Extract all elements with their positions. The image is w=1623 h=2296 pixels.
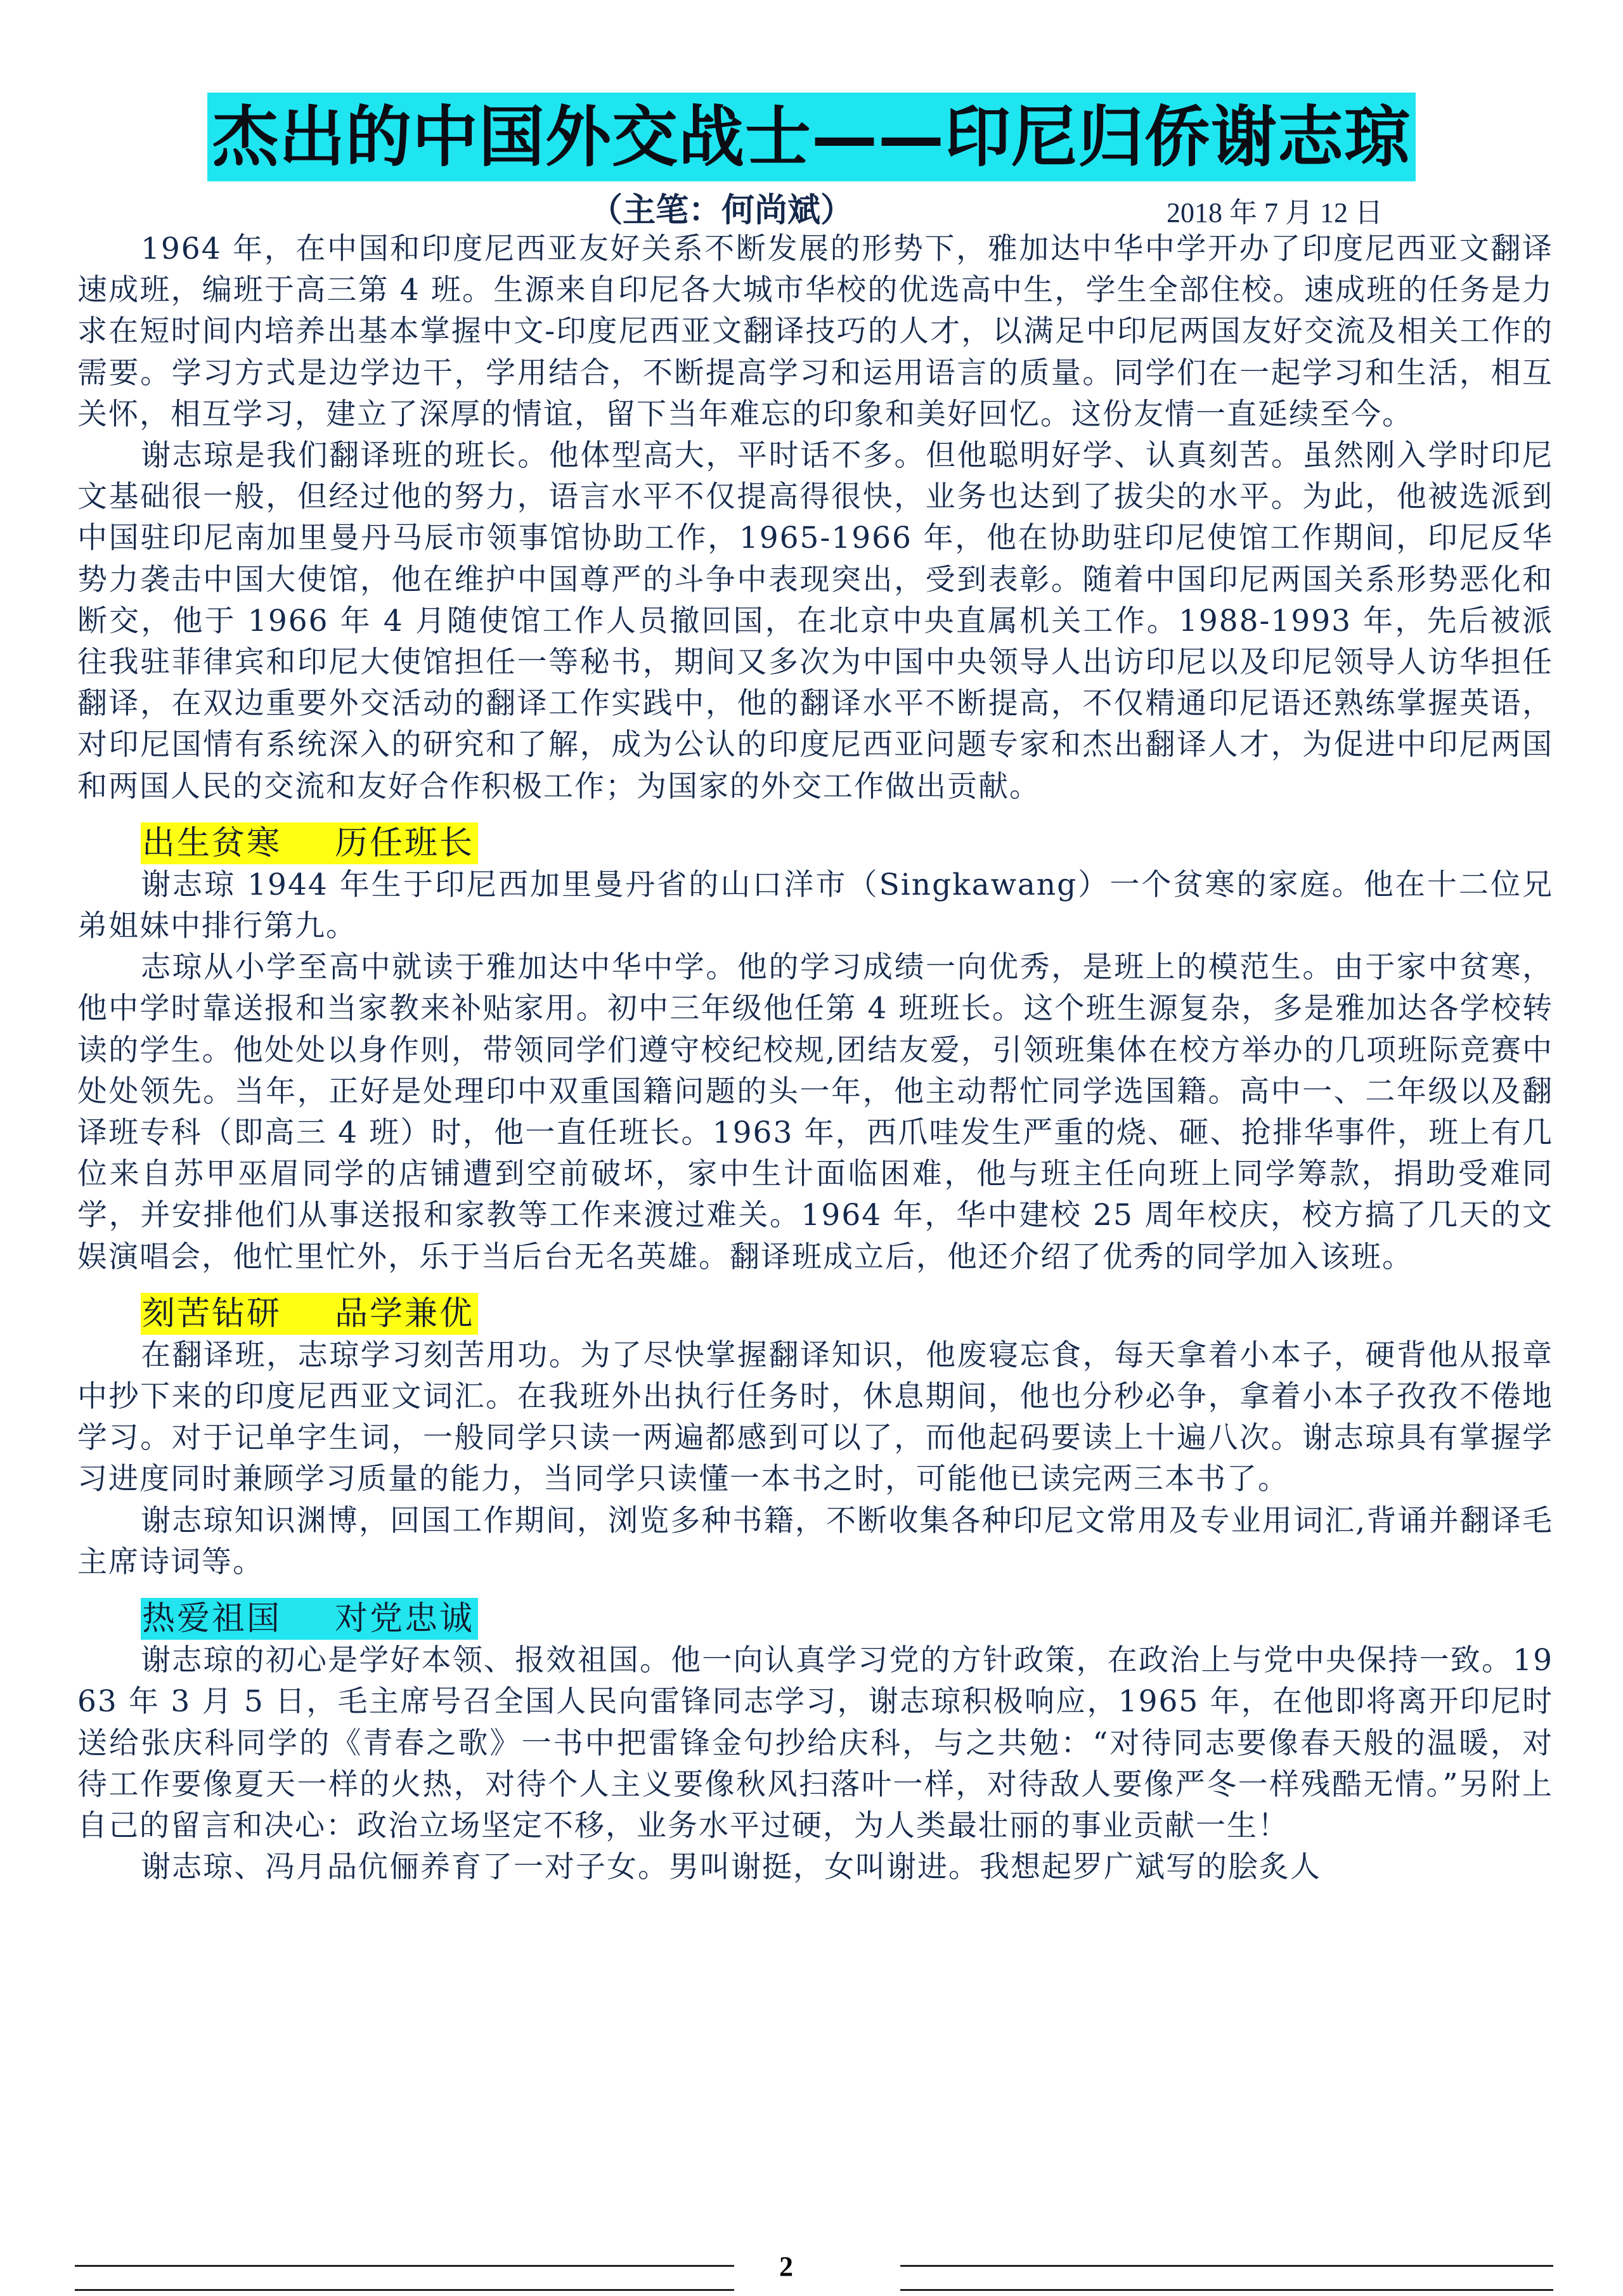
section-heading xyxy=(141,1598,1553,1640)
footer-rule-left-top xyxy=(75,2265,734,2267)
page-footer xyxy=(0,2238,1623,2295)
section-heading-left: 刻苦钻研 xyxy=(142,1294,282,1333)
article-title: 杰出的中国外交战士——印尼归侨谢志琼 xyxy=(207,93,1416,181)
title-container xyxy=(0,93,1623,181)
section-heading-label xyxy=(141,822,478,864)
section-heading-left: 热爱祖国 xyxy=(142,1600,282,1638)
author-byline: （主笔：何尚斌） xyxy=(590,191,854,230)
paragraph: 谢志琼、冯月品伉俪养育了一对子女。男叫谢挺，女叫谢进。我想起罗广斌写的脍炙人 xyxy=(141,1850,1321,1885)
paragraph: 谢志琼的初心是学好本领、报效祖国。他一向认真学习党的方针政策，在政治上与党中央保持一致。1963 年 3 月 5 日，毛主席号召全国人民向雷锋同志学习，谢志琼积极响应，1965 年，在他即将离开印尼时送给张庆科同学的《青春之歌》一书中把雷锋金句抄给庆科，与之共勉：“对待同志要像春天般的温暖，对待工作要像夏天一样的火热，对待个人主义要像秋风扫落叶一样，对待敌人要像严冬一样残酷无情。”另附上自己的留言和决心：政治立场坚定不移，业务水平过硬，为人类最壮丽的事业贡献一生！ xyxy=(77,1643,1553,1843)
page-number: 2 xyxy=(779,2251,793,2282)
paragraph: 谢志琼是我们翻译班的班长。他体型高大，平时话不多。但他聪明好学、认真刻苦。虽然刚入学时印尼文基础很一般，但经过他的努力，语言水平不仅提高得很快，业务也达到了拔尖的水平。为此，他被选派到中国驻印尼南加里曼丹马辰市领事馆协助工作，1965-1966 年，他在协助驻印尼使馆工作期间，印尼反华势力袭击中国大使馆，他在维护中国尊严的斗争中表现突出，受到表彰。随着中国印尼两国关系形势恶化和断交，他于 1966 年 4 月随使馆工作人员撤回国，在北京中央直属机关工作。1988-1993 年，先后被派往我驻菲律宾和印尼大使馆担任一等秘书，期间又多次为中国中央领导人出访印尼以及印尼领导人访华担任翻译，在双边重要外交活动的翻译工作实践中，他的翻译水平不断提高，不仅精通印尼语还熟练掌握英语，对印尼国情有系统深入的研究和了解，成为公认的印度尼西亚问题专家和杰出翻译人才，为促进中印尼两国和两国人民的交流和友好合作积极工作；为国家的外交工作做出贡献。 xyxy=(77,438,1553,804)
paragraph: 志琼从小学至高中就读于雅加达中华中学。他的学习成绩一向优秀，是班上的模范生。由于家中贫寒，他中学时靠送报和当家教来补贴家用。初中三年级他任第 4 班班长。这个班生源复杂，多是雅加达各学校转读的学生。他处处以身作则，带领同学们遵守校纪校规,团结友爱，引领班集体在校方举办的几项班际竞赛中处处领先。当年，正好是处理印中双重国籍问题的头一年，他主动帮忙同学选国籍。高中一、二年级以及翻译班专科（即高三 4 班）时，他一直任班长。1963 年，西爪哇发生严重的烧、砸、抢排华事件，班上有几位来自苏甲巫眉同学的店铺遭到空前破坏，家中生计面临困难，他与班主任向班上同学筹款，捐助受难同学，并安排他们从事送报和家教等工作来渡过难关。1964 年，华中建校 25 周年校庆，校方搞了几天的文娱演唱会，他忙里忙外，乐于当后台无名英雄。翻译班成立后，他还介绍了优秀的同学加入该班。 xyxy=(77,950,1553,1274)
section-heading-label xyxy=(141,1293,478,1335)
footer-rule-left-bottom xyxy=(75,2289,734,2291)
section-heading xyxy=(141,1293,1553,1335)
section-heading-right: 品学兼优 xyxy=(335,1294,475,1333)
paragraph: 在翻译班，志琼学习刻苦用功。为了尽快掌握翻译知识，他废寝忘食，每天拿着小本子，硬背他从报章中抄下来的印度尼西亚文词汇。在我班外出执行任务时，休息期间，他也分秒必争，拿着小本子孜孜不倦地学习。对于记单字生词，一般同学只读一两遍都感到可以了，而他起码要读上十遍八次。谢志琼具有掌握学习进度同时兼顾学习质量的能力，当同学只读懂一本书之时，可能他已读完两三本书了。 xyxy=(77,1337,1553,1497)
paragraph: 谢志琼 1944 年生于印尼西加里曼丹省的山口洋市（Singkawang）一个贫寒的家庭。他在十二位兄弟姐妹中排行第九。 xyxy=(77,867,1553,944)
section-heading-right: 对党忠诚 xyxy=(335,1600,475,1638)
paragraph: 1964 年，在中国和印度尼西亚友好关系不断发展的形势下，雅加达中华中学开办了印度尼西亚文翻译速成班，编班于高三第 4 班。生源来自印尼各大城市华校的优选高中生，学生全部住校。速成班的任务是力求在短时间内培养出基本掌握中文-印度尼西亚文翻译技巧的人才，以满足中印尼两国友好交流及相关工作的需要。学习方式是边学边干，学用结合，不断提高学习和运用语言的质量。同学们在一起学习和生活，相互关怀，相互学习，建立了深厚的情谊，留下当年难忘的印象和美好回忆。这份友情一直延续至今。 xyxy=(77,231,1553,432)
section-heading-right: 历任班长 xyxy=(335,824,475,862)
paragraph: 谢志琼知识渊博，回国工作期间，浏览多种书籍，不断收集各种印尼文常用及专业用词汇,背诵并翻译毛主席诗词等。 xyxy=(77,1503,1553,1579)
section-heading-left: 出生贫寒 xyxy=(142,824,282,862)
footer-rule-right-bottom xyxy=(900,2289,1553,2291)
article-body xyxy=(77,228,1553,1888)
article-date: 2018 年 7 月 12 日 xyxy=(1167,197,1383,228)
footer-rule-right-top xyxy=(900,2265,1553,2267)
section-heading xyxy=(141,822,1553,864)
section-heading-label xyxy=(141,1598,478,1640)
